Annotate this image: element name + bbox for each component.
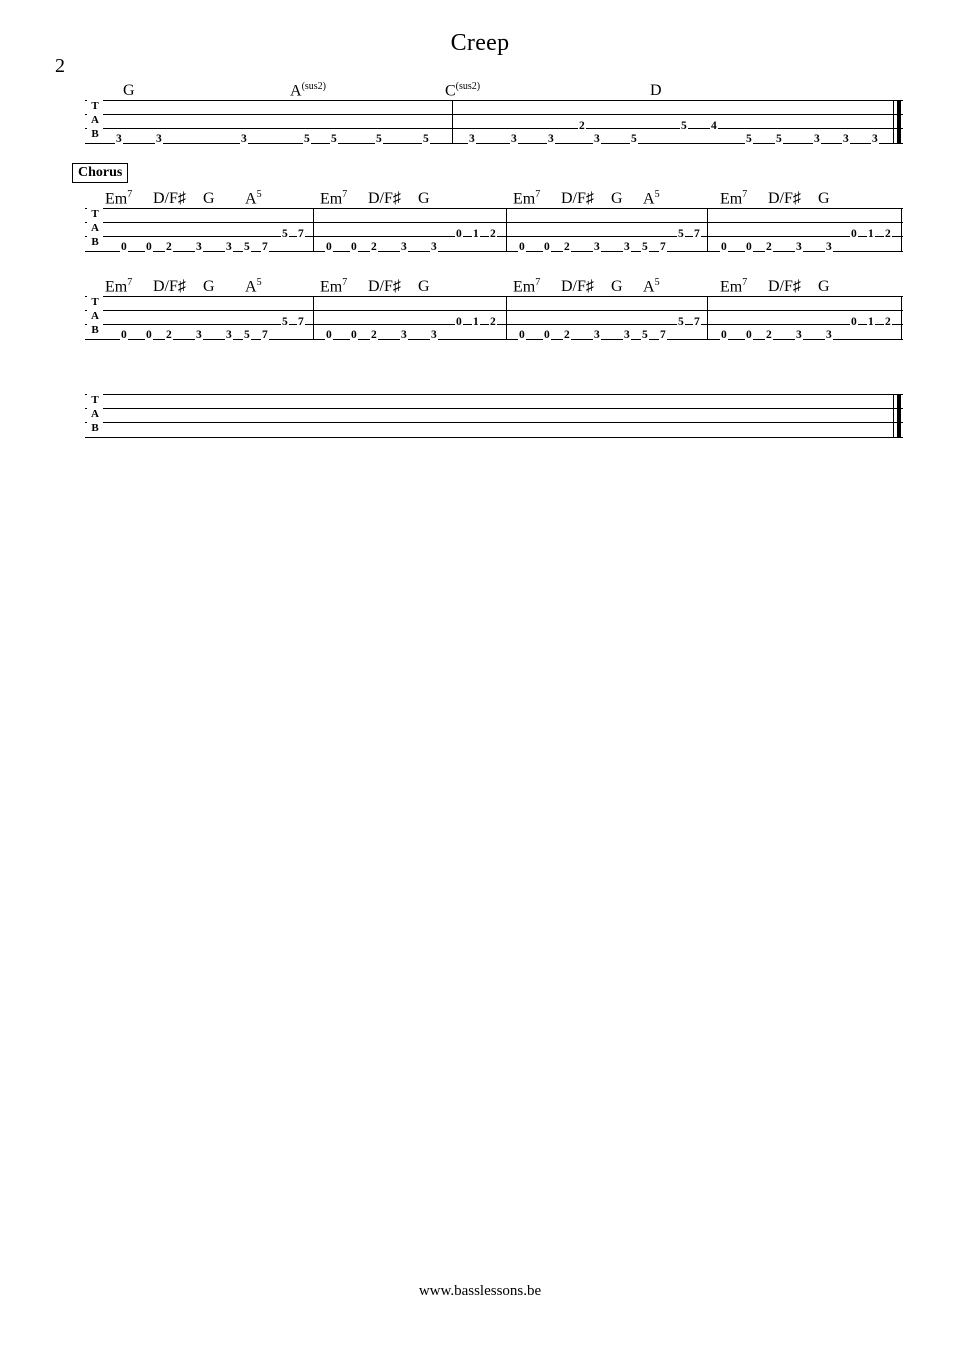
tab-note: 3: [226, 241, 232, 253]
tab-note: 5: [282, 316, 288, 328]
tab-note: 0: [121, 329, 127, 341]
tab-note: 5: [376, 133, 382, 145]
chord-quality: 7: [342, 276, 348, 288]
chord-row-3: [85, 274, 903, 296]
tab-note: 1: [473, 316, 479, 328]
tab-note: 3: [431, 329, 437, 341]
tab-note: 0: [519, 329, 525, 341]
tab-note: 3: [594, 241, 600, 253]
tab-staff-2: [85, 208, 903, 252]
chord-symbol: G: [611, 278, 623, 295]
chord-symbol: $A^5$: [245, 188, 262, 207]
chord-symbol: Em$^7$: [513, 188, 541, 207]
tab-note: 5: [642, 329, 648, 341]
tab-note: 3: [594, 133, 600, 145]
tab-note: 3: [796, 329, 802, 341]
chord-symbol: G: [611, 190, 623, 207]
barline-thick: [897, 100, 901, 143]
chord-symbol: D/F♯: [368, 190, 401, 207]
tab-note: 7: [660, 329, 666, 341]
page-title: Creep: [450, 30, 510, 56]
tab-note: 3: [401, 329, 407, 341]
tab-note: 5: [678, 316, 684, 328]
chord-quality: 5: [654, 188, 660, 200]
chord-quality: 7: [342, 188, 348, 200]
tab-note: 5: [331, 133, 337, 145]
tab-note: 3: [401, 241, 407, 253]
tab-note: 7: [262, 329, 268, 341]
tab-note: 3: [196, 329, 202, 341]
tab-note: 3: [116, 133, 122, 145]
tab-letter-a: A: [91, 221, 99, 234]
system-2: [85, 186, 903, 252]
tab-note: 2: [371, 329, 377, 341]
footer-url: www.basslessons.be: [418, 1283, 542, 1299]
tab-note: 5: [282, 228, 288, 240]
tab-note: 0: [851, 228, 857, 240]
chord-row-1: [85, 78, 903, 100]
chord-quality: 5: [654, 276, 660, 288]
chord-symbol: Em$^7$: [320, 188, 348, 207]
tab-note: 0: [544, 329, 550, 341]
tab-letter-a: A: [91, 407, 99, 420]
tab-letter-b: B: [91, 127, 99, 140]
chord-symbol: Em$^7$: [105, 188, 133, 207]
tab-note: 2: [766, 241, 772, 253]
barline-thin: [893, 100, 894, 143]
tab-note: 3: [826, 329, 832, 341]
chord-row-2: [85, 186, 903, 208]
chord-symbol: $A^5$: [643, 276, 660, 295]
barline: [506, 208, 507, 251]
tab-note: 1: [473, 228, 479, 240]
chord-symbol: G: [203, 278, 215, 295]
tab-note: 5: [423, 133, 429, 145]
system-3: [85, 274, 903, 340]
chord-row-4: [85, 380, 903, 394]
tab-letter-a: A: [91, 113, 99, 126]
tab-note: 0: [851, 316, 857, 328]
tab-letter-b: B: [91, 235, 99, 248]
chord-symbol: $A^5$: [245, 276, 262, 295]
tab-letter-b: B: [91, 421, 99, 434]
chord-symbol: G: [203, 190, 215, 207]
tab-note: 0: [544, 241, 550, 253]
tab-note: 0: [326, 241, 332, 253]
tab-note: 5: [681, 120, 687, 132]
tab-clef-letters: [87, 296, 103, 338]
tab-note: 0: [351, 241, 357, 253]
tab-note: 5: [746, 133, 752, 145]
tab-note: 7: [262, 241, 268, 253]
tab-note: 0: [121, 241, 127, 253]
chord-symbol: Em$^7$: [105, 276, 133, 295]
tab-note: 3: [872, 133, 878, 145]
section-label-chorus: Chorus: [72, 163, 128, 183]
tab-note: 0: [326, 329, 332, 341]
tab-note: 2: [885, 228, 891, 240]
tab-note: 3: [196, 241, 202, 253]
chord-symbol: Em$^7$: [320, 276, 348, 295]
chord-symbol: D/F♯: [153, 190, 186, 207]
tab-note: 0: [146, 241, 152, 253]
chord-symbol: G: [818, 190, 830, 207]
tab-letter-t: T: [91, 208, 99, 220]
tab-note: 0: [721, 241, 727, 253]
tab-note: 2: [166, 329, 172, 341]
barline: [506, 296, 507, 339]
chord-symbol: D/F♯: [768, 190, 801, 207]
tab-note: 7: [298, 316, 304, 328]
tab-note: 3: [814, 133, 820, 145]
tab-letter-a: A: [91, 309, 99, 322]
chord-symbol: Em$^7$: [720, 188, 748, 207]
system-1: [85, 78, 903, 144]
tab-letter-t: T: [91, 100, 99, 112]
barline: [452, 100, 453, 143]
chord-quality: 5: [256, 276, 262, 288]
tab-note: 0: [456, 316, 462, 328]
chord-symbol: Em$^7$: [720, 276, 748, 295]
chord-symbol: $C^{(sus2)}$: [445, 80, 481, 99]
tab-note: 2: [766, 329, 772, 341]
chord-symbol: D/F♯: [153, 278, 186, 295]
tab-note: 7: [298, 228, 304, 240]
tab-note: 0: [746, 329, 752, 341]
system-4: [85, 380, 903, 438]
tab-note: 3: [241, 133, 247, 145]
tab-note: 0: [519, 241, 525, 253]
tab-note: 0: [351, 329, 357, 341]
tab-note: 0: [146, 329, 152, 341]
tab-note: 3: [624, 241, 630, 253]
tab-note: 7: [694, 316, 700, 328]
tab-letter-t: T: [91, 394, 99, 406]
barline: [313, 296, 314, 339]
tab-note: 3: [624, 329, 630, 341]
tab-note: 7: [694, 228, 700, 240]
barline-thick: [897, 394, 901, 437]
tab-staff-3: [85, 296, 903, 340]
barline: [707, 208, 708, 251]
tab-note: 2: [490, 316, 496, 328]
chord-symbol: G: [818, 278, 830, 295]
tab-note: 5: [631, 133, 637, 145]
tab-note: 3: [594, 329, 600, 341]
final-barline: [901, 296, 902, 339]
tab-clef-letters: [87, 100, 103, 142]
tab-note: 3: [469, 133, 475, 145]
tab-note: 4: [711, 120, 717, 132]
tab-note: 3: [826, 241, 832, 253]
tab-note: 2: [564, 241, 570, 253]
tab-note: 2: [490, 228, 496, 240]
tab-note: 5: [244, 241, 250, 253]
tab-note: 2: [564, 329, 570, 341]
chord-symbol: D: [650, 82, 662, 99]
barline: [707, 296, 708, 339]
tab-note: 0: [721, 329, 727, 341]
tab-letter-b: B: [91, 323, 99, 336]
barline-thin: [893, 394, 894, 437]
tab-letter-t: T: [91, 296, 99, 308]
tab-note: 3: [156, 133, 162, 145]
tab-note: 5: [304, 133, 310, 145]
tab-staff-1: [85, 100, 903, 144]
tab-note: 5: [678, 228, 684, 240]
chord-quality: 7: [535, 276, 541, 288]
chord-quality: (sus2): [301, 80, 327, 92]
chord-symbol: D/F♯: [768, 278, 801, 295]
tab-note: 2: [579, 120, 585, 132]
tab-note: 2: [166, 241, 172, 253]
tab-note: 0: [746, 241, 752, 253]
tab-note: 3: [226, 329, 232, 341]
tab-note: 5: [244, 329, 250, 341]
tab-note: 7: [660, 241, 666, 253]
tab-note: 2: [885, 316, 891, 328]
tab-note: 5: [642, 241, 648, 253]
chord-symbol: Em$^7$: [513, 276, 541, 295]
chord-quality: (sus2): [455, 80, 481, 92]
barline: [313, 208, 314, 251]
chord-symbol: D/F♯: [561, 190, 594, 207]
tab-note: 1: [868, 228, 874, 240]
tab-note: 1: [868, 316, 874, 328]
tab-clef-letters: [87, 208, 103, 250]
final-barline: [901, 208, 902, 251]
tab-note: 5: [776, 133, 782, 145]
tab-clef-letters: [87, 394, 103, 436]
chord-symbol: D/F♯: [368, 278, 401, 295]
chord-quality: 7: [127, 276, 133, 288]
page-number: 2: [55, 55, 65, 77]
chord-quality: 7: [535, 188, 541, 200]
tab-note: 0: [456, 228, 462, 240]
tab-note: 3: [511, 133, 517, 145]
tab-staff-4: [85, 394, 903, 438]
chord-quality: 7: [127, 188, 133, 200]
tab-note: 3: [548, 133, 554, 145]
chord-symbol: $A^{(sus2)}$: [290, 80, 327, 99]
tab-note: 3: [796, 241, 802, 253]
chord-symbol: D/F♯: [561, 278, 594, 295]
tab-note: 2: [371, 241, 377, 253]
tab-note: 3: [843, 133, 849, 145]
chord-quality: 7: [742, 276, 748, 288]
chord-symbol: G: [123, 82, 135, 99]
chord-quality: 5: [256, 188, 262, 200]
chord-symbol: G: [418, 278, 430, 295]
chord-quality: 7: [742, 188, 748, 200]
chord-symbol: $A^5$: [643, 188, 660, 207]
chord-symbol: G: [418, 190, 430, 207]
tab-note: 3: [431, 241, 437, 253]
